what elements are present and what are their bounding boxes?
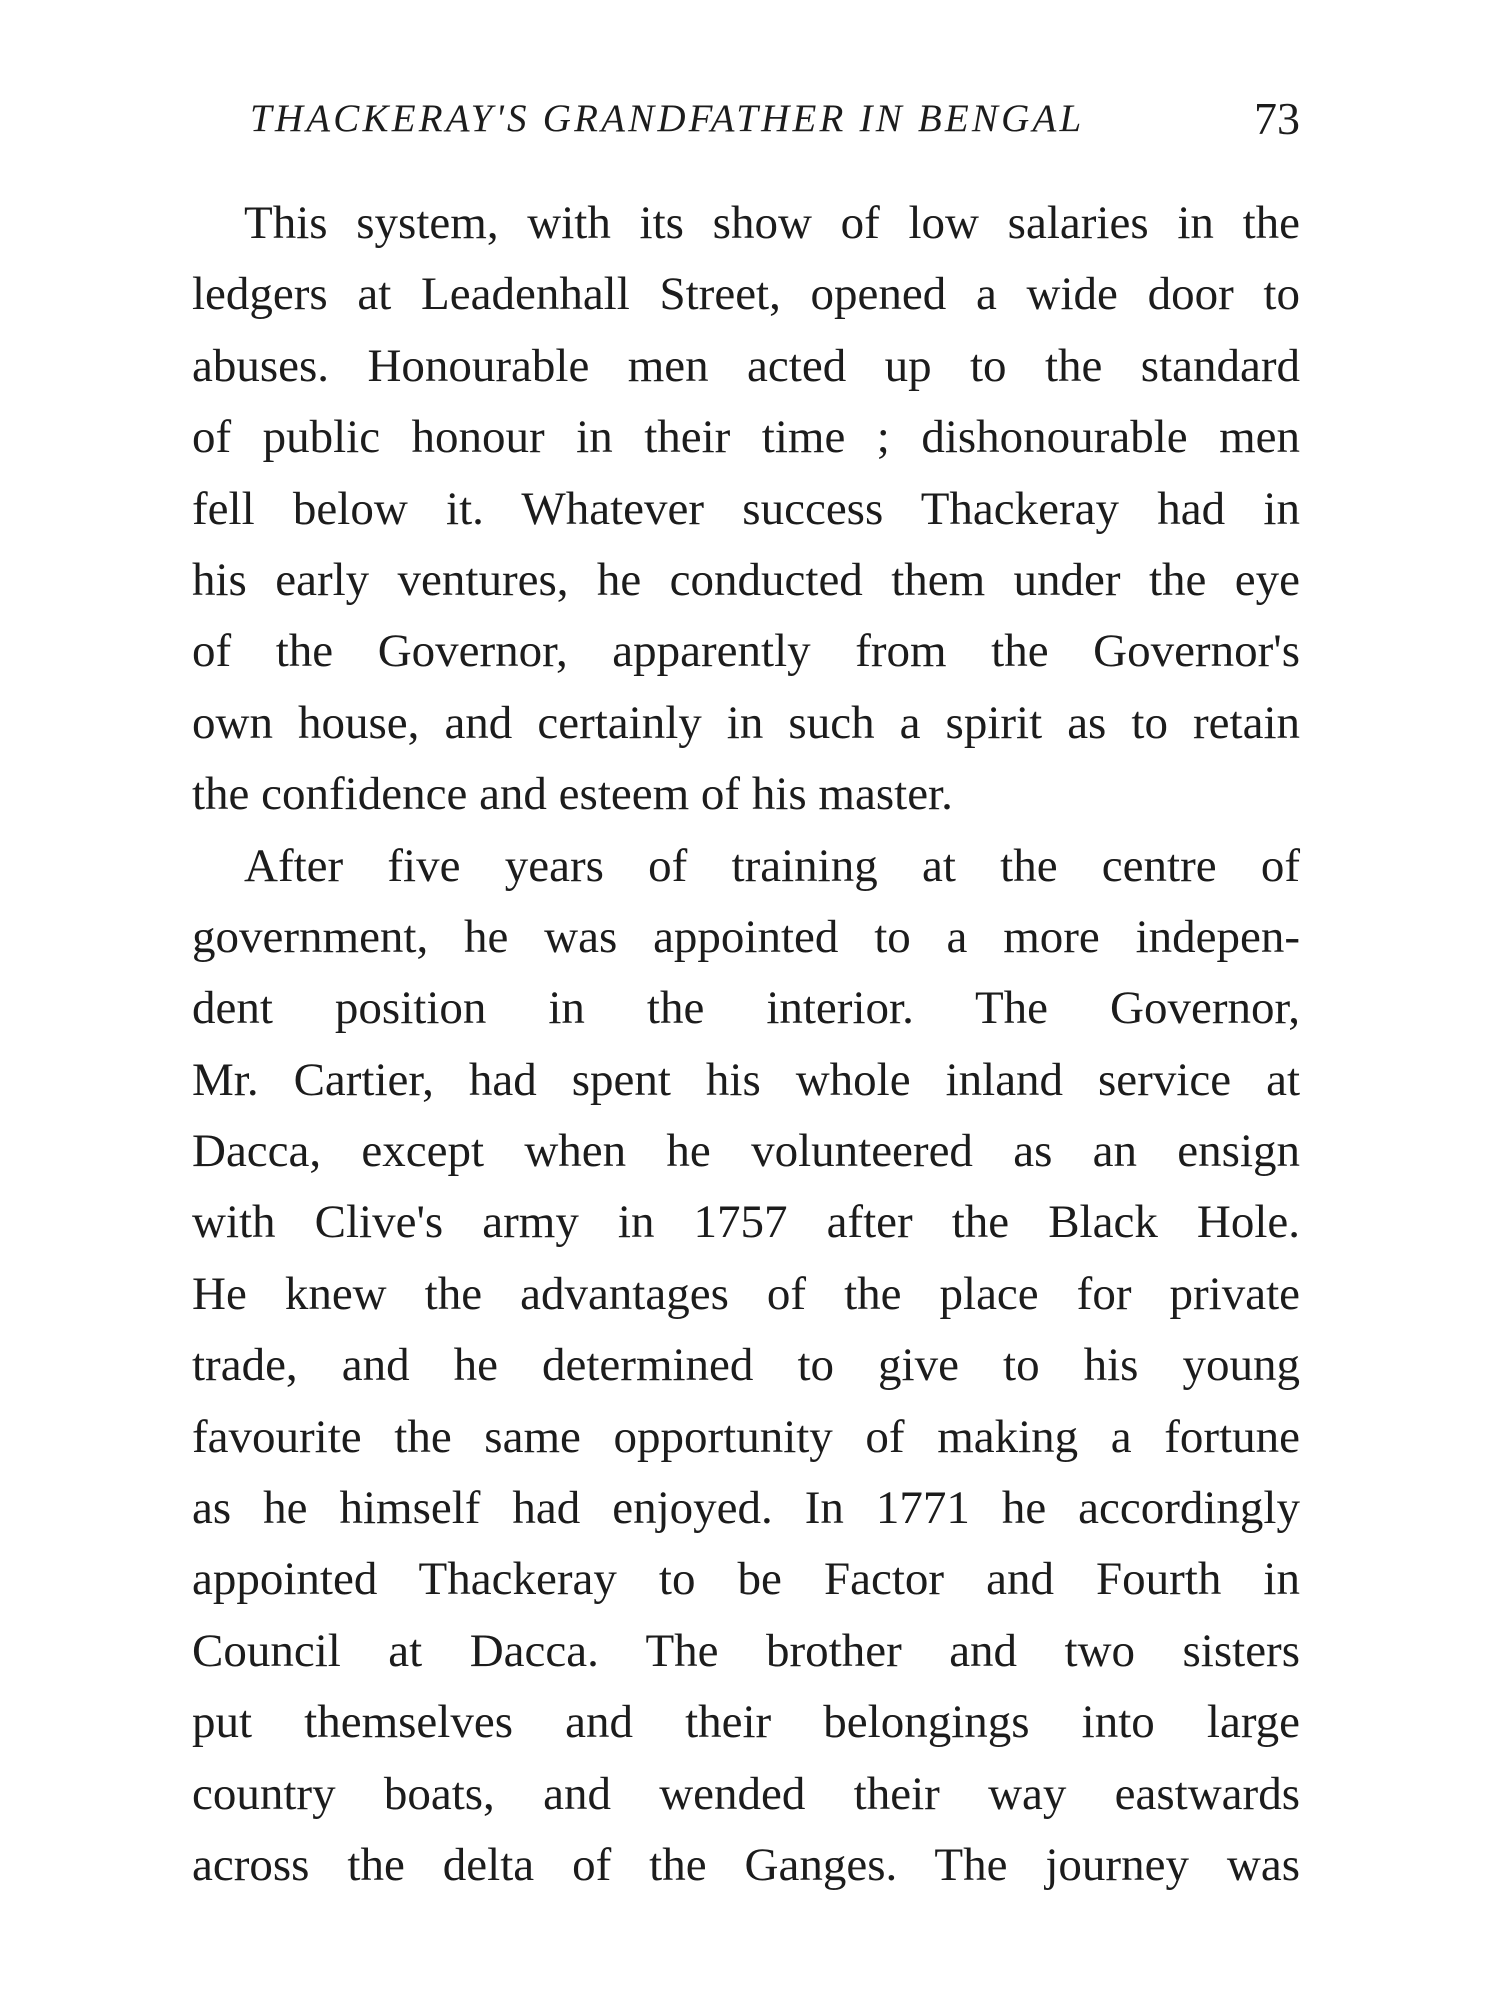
text-line: of public honour in their time ; dishonourable men	[192, 411, 1300, 464]
text-line: Mr. Cartier, had spent his whole inland service at	[192, 1053, 1300, 1106]
paragraph-1	[192, 188, 1300, 831]
text-line: favourite the same opportunity of making a fortune	[192, 1410, 1300, 1463]
text-line: appointed Thackeray to be Factor and Fourth in	[192, 1553, 1300, 1606]
running-title: THACKERAY'S GRANDFATHER IN BENGAL	[250, 97, 1085, 140]
text-line: dent position in the interior. The Governor,	[192, 982, 1300, 1035]
running-head	[240, 92, 1300, 152]
text-line: the confidence and esteem of his master.	[192, 768, 953, 821]
text-line: After five years of training at the centre of	[244, 839, 1300, 892]
text-line: government, he was appointed to a more indepen-	[192, 910, 1300, 963]
body-text	[192, 188, 1300, 1901]
text-line: Council at Dacca. The brother and two sisters	[192, 1624, 1300, 1677]
text-line: his early ventures, he conducted them under the eye	[192, 553, 1300, 606]
paragraph-2	[192, 831, 1300, 1902]
text-line: He knew the advantages of the place for private	[192, 1267, 1300, 1320]
text-line: of the Governor, apparently from the Governor's	[192, 625, 1300, 678]
text-line: abuses. Honourable men acted up to the standard	[192, 339, 1300, 392]
text-line: ledgers at Leadenhall Street, opened a wide door to	[192, 268, 1300, 321]
text-line: trade, and he determined to give to his young	[192, 1339, 1300, 1392]
text-line: country boats, and wended their way eastwards	[192, 1767, 1300, 1820]
text-line: This system, with its show of low salaries in the	[244, 197, 1300, 249]
text-line: fell below it. Whatever success Thackeray had in	[192, 482, 1300, 535]
text-line: with Clive's army in 1757 after the Black Hole.	[192, 1196, 1300, 1249]
page-number: 73	[1254, 93, 1300, 144]
text-line: across the delta of the Ganges. The journey was	[192, 1838, 1300, 1891]
text-line: own house, and certainly in such a spirit as to retain	[192, 696, 1300, 749]
text-line: Dacca, except when he volunteered as an ensign	[192, 1125, 1300, 1178]
text-line: put themselves and their belongings into large	[192, 1696, 1300, 1749]
text-line: as he himself had enjoyed. In 1771 he accordingly	[192, 1482, 1300, 1535]
